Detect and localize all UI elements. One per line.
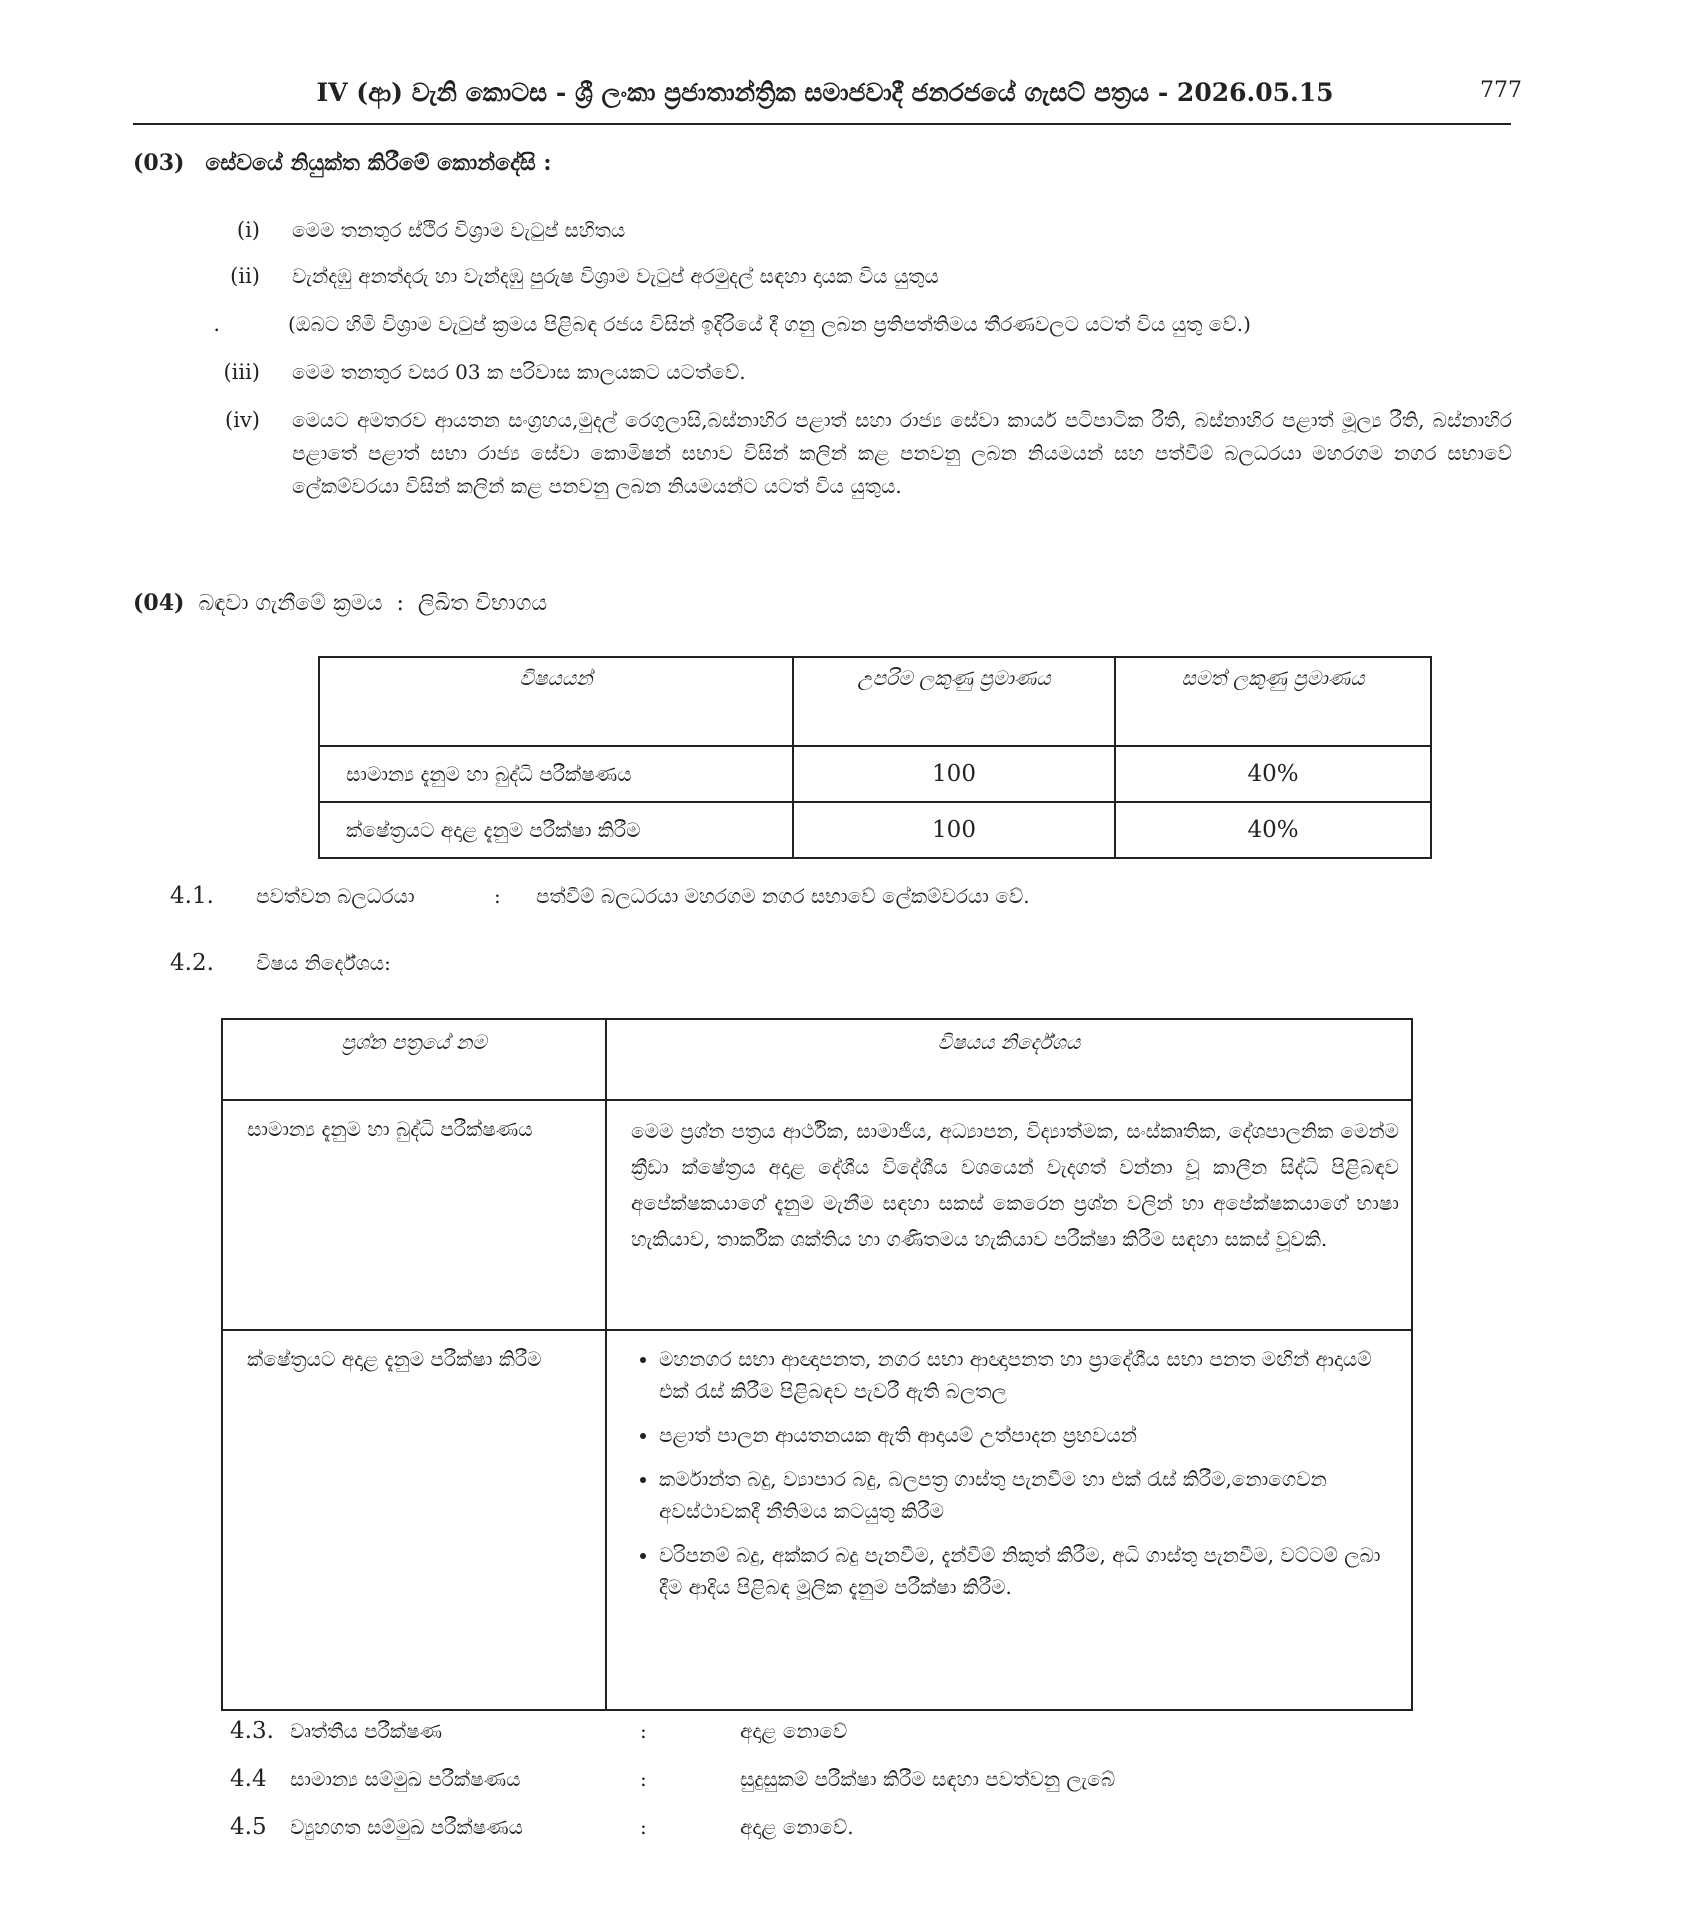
s44-number: 4.4: [230, 1766, 267, 1792]
table-row: [319, 746, 1431, 802]
item-number: (iii): [223, 360, 260, 384]
item-text: මෙම තනතුර ස්ථිර විශ්‍රාම වැටුප් සහිතය: [292, 218, 626, 242]
list-item: • වරිපනම් බදු, අක්කර බදු පැනවීම, දැන්වීම් නිකුත් කිරීම, අධි ගාස්තු පැනවීම, වට්ටම් ලබා දීම ආදිය පිළිබඳ මූලික දැනුම පරීක්ෂා කිරීම.: [659, 1539, 1399, 1603]
subject-cell: සාමාන්‍ය දැනුම හා බුද්ධි පරීක්ෂණය: [319, 746, 793, 802]
section-3-title: සේවයේ නියුක්ත කිරීමේ කොන්දේසි :: [205, 150, 552, 176]
header-pass-marks: සමත් ලකුණු ප්‍රමාණය: [1115, 657, 1431, 746]
s43-value: අදාළ නොවේ: [740, 1719, 848, 1743]
section-4-method: ලිඛිත විභාගය: [417, 591, 548, 616]
s44-colon: :: [640, 1767, 647, 1791]
item-number: (iv): [225, 408, 260, 432]
table-row: [222, 1330, 1412, 1710]
syllabus-table: [221, 1018, 1413, 1711]
pass-marks-cell: 40%: [1115, 746, 1431, 802]
s44-label: සාමාන්‍ය සම්මුඛ පරීක්ෂණය: [290, 1767, 521, 1791]
s41-label: පවත්වන බලධරයා: [256, 884, 415, 908]
syllabus-description-cell: මෙම ප්‍රශ්න පත්‍රය ආර්ථික, සාමාජීය, අධ්‍යාපන, විද්‍යාත්මක, සංස්කෘතික, දේශපාලනික මෙන්ම ක්‍රීඩා ක්ෂේත්‍රය අදාළ දේශීය විදේශීය වශයෙන් වැදගත් වන්නා වූ කාලීන සිද්ධි පිළිබඳව අපේක්ෂකයාගේ දැනුම මැනීම සඳහා සකස් කෙරෙන ප්‍රශ්න වලින් හා අපේක්ෂකයාගේ භාෂා හැකියාව, තාර්කික ශක්තිය හා ගණිතමය හැකියාව පරීක්ෂා කිරීම සඳහා සකස් වූවකි.: [606, 1100, 1412, 1330]
table-header-row: [222, 1019, 1412, 1100]
gazette-header-title: IV (ආ) වැනි කොටස - ශ්‍රී ලංකා ප්‍රජාතාන්ත්‍රික සමාජවාදී ජනරජයේ ගැසට් පත්‍රය - 2026.05.15: [316, 78, 1334, 107]
section-3-heading: [133, 150, 551, 176]
item-number: .: [213, 312, 220, 336]
s45-colon: :: [640, 1815, 647, 1839]
subject-cell: ක්ෂේත්‍රයට අදාළ දැනුම පරීක්ෂා කිරීම: [319, 802, 793, 858]
s42-number: 4.2.: [170, 950, 214, 976]
list-item: • කර්මාන්ත බදු, ව්‍යාපාර බදු, බලපත්‍ර ගාස්තු පැනවීම හා එක් රැස් කිරීම,නොගෙවන අවස්ථාවකදී නීතිමය කටයුතු කිරීම: [659, 1463, 1399, 1527]
syllabus-bullet-list: [607, 1343, 1399, 1603]
header-rule: [133, 123, 1511, 125]
table-row: [222, 1100, 1412, 1330]
max-marks-cell: 100: [793, 802, 1115, 858]
item-text: වැන්දඹු අනත්දරු හා වැන්දඹු පුරුෂ විශ්‍රාම වැටුප් අරමුදල් සඳහා දායක විය යුතුය: [292, 264, 939, 288]
list-item: • පළාත් පාලන ආයතනයක ඇති ආදායම් උත්පාදන ප්‍රභවයන්: [659, 1419, 1399, 1451]
header-paper-name: ප්‍රශ්න පත්‍රයේ නම: [222, 1019, 606, 1100]
s41-value: පත්වීම් බලධරයා මහරගම නගර සභාවේ ලේකම්වරයා වේ.: [536, 884, 1030, 908]
section-4-title: බඳවා ගැනීමේ ක්‍රමය: [198, 591, 383, 616]
syllabus-bullets-cell: [606, 1330, 1412, 1710]
item-text: මෙයට අමතරව ආයතන සංග්‍රහය,මුදල් රෙගුලාසි,බස්නාහිර පළාත් සහා රාජ්‍ය සේවා කාර්ය පටිපාටික රීති, බස්නාහිර පළාත් මූල්‍ය රීති, බස්නාහිර පළාතේ පළාත් සභා රාජ්‍ය සේවා කොමිෂන් සභාව විසින් කලින් කළ පනවනු ලබන නියමයන් සහ පත්වීම් බලධරයා මහරගම නගර සභාවේ ලේකම්වරයා විසින් කලින් කළ පනවනු ලබන නියමයන්ට යටත් විය යුතුය.: [292, 408, 1512, 498]
section-4-heading: [133, 590, 547, 616]
list-item: • මහනගර සභා ආඥාපනත, නගර සභා ආඥාපනත හා ප්‍රාදේශීය සභා පනත මඟින් ආදායම් එක් රැස් කිරීම පිළිබඳව පැවරී ඇති බලතල: [659, 1343, 1399, 1407]
header-syllabus: විෂයය නිර්දේශය: [606, 1019, 1412, 1100]
s41-colon: :: [494, 884, 501, 908]
section-4-number: (04): [133, 590, 185, 616]
s45-value: අදාළ නොවේ.: [740, 1815, 854, 1839]
item-number: (i): [236, 218, 260, 242]
item-text: මෙම තනතුර වසර 03 ක පරිවාස කාලයකට යටත්වේ.: [292, 360, 746, 384]
page-number: 777: [1480, 78, 1522, 103]
s41-number: 4.1.: [170, 883, 214, 909]
section-3-number: (03): [133, 150, 185, 176]
header-max-marks: උපරිම ලකුණු ප්‍රමාණය: [793, 657, 1115, 746]
s43-label: වෘත්තීය පරීක්ෂණ: [290, 1719, 443, 1743]
marks-table: [318, 656, 1432, 859]
header-subjects: විෂයයන්: [319, 657, 793, 746]
s44-value: සුදුසුකම් පරීක්ෂා කිරීම සඳහා පවත්වනු ලැබේ: [740, 1767, 1116, 1791]
paper-name-cell: ක්ෂේත්‍රයට අදාළ දැනුම පරීක්ෂා කිරීම: [222, 1330, 606, 1710]
paper-name-cell: සාමාන්‍ය දැනුම හා බුද්ධි පරීක්ෂණය: [222, 1100, 606, 1330]
section-4-colon: :: [396, 591, 404, 616]
table-header-row: [319, 657, 1431, 746]
item-number: (ii): [230, 264, 260, 288]
item-text: (ඔබට හිමි විශ්‍රාම වැටුප් ක්‍රමය පිළිබඳ රජය විසින් ඉදිරියේ දී ගනු ලබන ප්‍රතිපත්තිමය තීරණවලට යටත් විය යුතු වේ.): [288, 312, 1251, 336]
s45-label: ව්‍යුහගත සම්මුඛ පරීක්ෂණය: [290, 1815, 523, 1839]
s45-number: 4.5: [230, 1814, 267, 1840]
s42-label: විෂය නිර්දේශය:: [256, 951, 391, 975]
s43-colon: :: [640, 1719, 647, 1743]
s43-number: 4.3.: [230, 1718, 274, 1744]
table-row: [319, 802, 1431, 858]
pass-marks-cell: 40%: [1115, 802, 1431, 858]
max-marks-cell: 100: [793, 746, 1115, 802]
